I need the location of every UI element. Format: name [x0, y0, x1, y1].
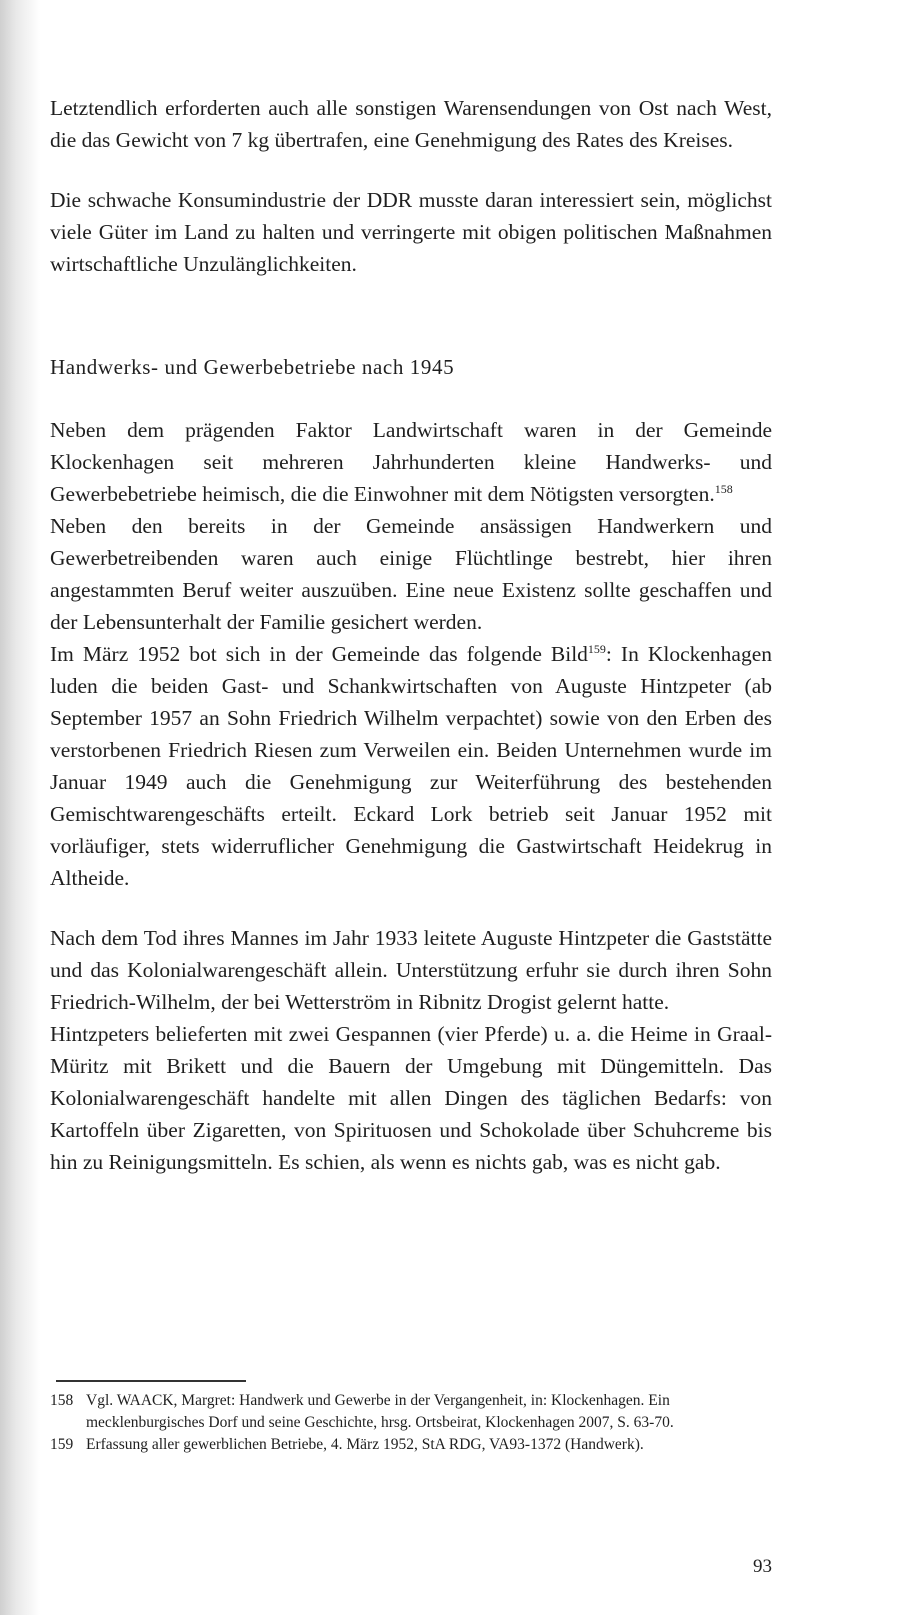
paragraph-landwirtschaft — [50, 414, 772, 510]
footnote-divider — [56, 1380, 246, 1382]
page-body — [50, 92, 772, 1178]
footnote-159 — [50, 1434, 772, 1456]
paragraph-text: : In Klockenhagen luden die beiden Gast- und Schankwirtschaften von Auguste Hintzpeter (ab September 1957 an Sohn Friedrich Wilhelm verpachtet) sowie von den Erben des verstorbenen Friedrich Riesen zum Verweilen ein. Beiden Unternehmen wurde im Januar 1949 auch die Genehmigung zur Weiterführung des bestehenden Gemischtwarengeschäfts erteilt. Eckard Lork betrieb seit Januar 1952 mit vorläufiger, stets widerruflicher Genehmigung die Gastwirtschaft Heidekrug in Altheide. — [50, 642, 772, 890]
paragraph-fluechtlinge: Neben den bereits in der Gemeinde ansässigen Handwerkern und Gewerbetreibenden waren auch einige Flüchtlinge bestrebt, hier ihren angestammten Beruf weiter auszuüben. Eine neue Existenz sollte geschaffen und der Lebensunterhalt der Familie gesichert werden. — [50, 514, 772, 634]
footnotes — [50, 1390, 772, 1456]
paragraph-kolonialwaren: Hintzpeters belieferten mit zwei Gespannen (vier Pferde) u. a. die Heime in Graal-Müritz mit Brikett und die Bauern der Umgebung mit Düngemitteln. Das Kolonialwarengeschäft handelte mit allen Dingen des täglichen Bedarfs: von Kartoffeln über Zigaretten, von Spirituosen und Schokolade über Schuhcreme bis hin zu Reinigungsmitteln. Es schien, als wenn es nichts gab, was es nicht gab. — [50, 1022, 772, 1174]
footnote-ref-158[interactable]: 158 — [714, 481, 733, 496]
paragraph-text: Im März 1952 bot sich in der Gemeinde das folgende Bild — [50, 642, 588, 666]
paragraph-konsumindustrie: Die schwache Konsumindustrie der DDR musste daran interessiert sein, möglichst viele Güter im Land zu halten und verringerte mit obigen politischen Maßnahmen wirtschaftliche Unzulänglichkeiten. — [50, 188, 772, 276]
section-heading: Handwerks- und Gewerbebetriebe nach 1945 — [50, 355, 455, 379]
paragraph-hintzpeter: Nach dem Tod ihres Mannes im Jahr 1933 leitete Auguste Hintzpeter die Gaststätte und das Kolonialwarengeschäft allein. Unterstützung erfuhr sie durch ihren Sohn Friedrich-Wilhelm, der bei Wetterström in Ribnitz Drogist gelernt hatte. — [50, 926, 772, 1014]
footnote-text: Erfassung aller gewerblichen Betriebe, 4. März 1952, StA RDG, VA93-1372 (Handwerk). — [86, 1436, 644, 1453]
paragraph-maerz-1952 — [50, 638, 772, 894]
page-binding-shadow — [0, 0, 40, 1615]
footnote-ref-159[interactable]: 159 — [587, 641, 606, 656]
footnote-number: 158 — [50, 1392, 74, 1409]
footnote-number: 159 — [50, 1436, 74, 1453]
footnote-text: Vgl. WAACK, Margret: Handwerk und Gewerbe in der Vergangenheit, in: Klockenhagen. Ein mecklenburgisches Dorf und seine Geschichte, hrsg. Ortsbeirat, Klockenhagen 2007, S. 63-70. — [86, 1392, 674, 1431]
footnote-158 — [50, 1390, 772, 1434]
page-number: 93 — [753, 1556, 772, 1577]
paragraph-text: Neben dem prägenden Faktor Landwirtschaft waren in der Gemeinde Klockenhagen seit mehreren Jahrhunderten kleine Handwerks- und Gewerbebetriebe heimisch, die die Einwohner mit dem Nötigsten versorgten. — [50, 418, 772, 506]
paragraph-warensendungen: Letztendlich erforderten auch alle sonstigen Warensendungen von Ost nach West, die das Gewicht von 7 kg übertrafen, eine Genehmigung des Rates des Kreises. — [50, 96, 772, 152]
